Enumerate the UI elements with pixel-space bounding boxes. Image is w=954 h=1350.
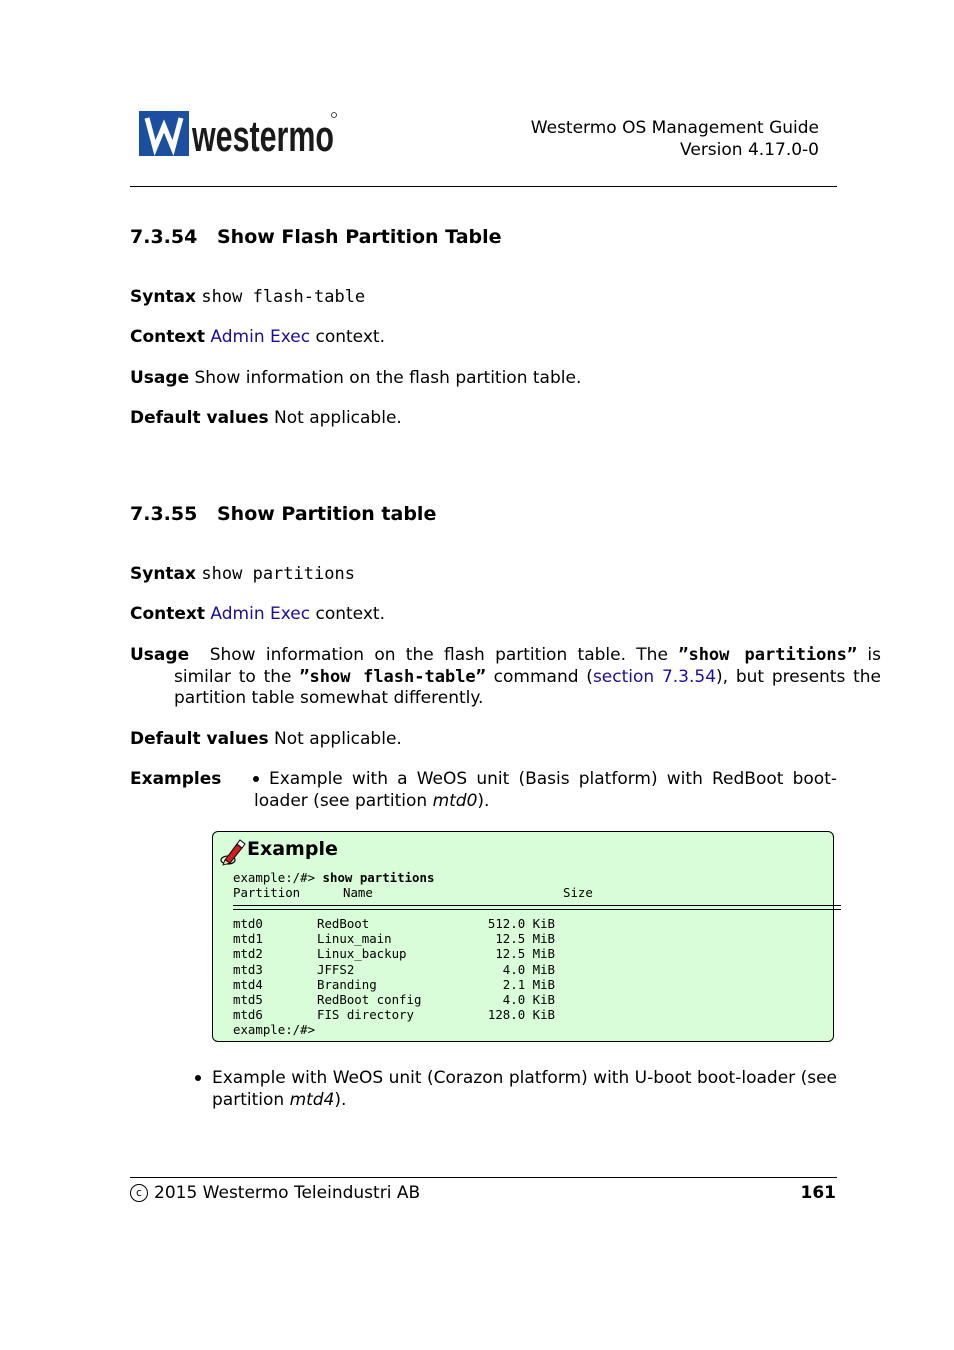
section-number: 7.3.54 [130, 226, 198, 248]
usage-text-1: Show information on the flash partition table. The [209, 645, 679, 665]
size-cell: 12.5 MiB [495, 931, 555, 947]
example-bullet-1 [254, 769, 837, 812]
usage-command-1: ”show partitions” [678, 645, 858, 665]
copyright-text: 2015 Westermo Teleindustri AB [154, 1183, 421, 1203]
name-cell: Linux_main [317, 931, 392, 947]
size-cell: 512.0 KiB [487, 916, 555, 931]
table-row [233, 1007, 555, 1022]
bullet-text-end: ). [477, 790, 490, 811]
usage-line [130, 368, 581, 388]
column-name: Name [343, 885, 373, 901]
usage-command-2: ”show flash-table” [299, 666, 486, 687]
example-bullet-2 [195, 1068, 837, 1111]
pencil-icon [219, 838, 245, 866]
terminal-command: show partitions [322, 870, 435, 885]
partition-table [233, 916, 555, 1022]
section-title: Show Partition table [217, 503, 437, 525]
partition-cell: mtd1 [233, 931, 263, 947]
section-link[interactable]: section 7.3.54 [592, 666, 717, 687]
table-row [233, 962, 555, 977]
syntax-label: Syntax [130, 287, 196, 307]
table-separator [233, 905, 841, 910]
partition-cell: mtd3 [233, 961, 263, 977]
name-cell: JFFS2 [317, 961, 355, 977]
usage-paragraph [130, 645, 881, 710]
usage-label: Usage [130, 368, 190, 388]
bullet-icon [195, 1075, 201, 1081]
examples-label-line [130, 769, 221, 789]
syntax-command: show flash-table [201, 287, 366, 307]
partition-cell: mtd2 [233, 946, 263, 962]
section-title: Show Flash Partition Table [217, 226, 502, 248]
column-size: Size [563, 885, 593, 901]
svg-text:westermo: westermo [191, 112, 334, 161]
section-number: 7.3.55 [130, 503, 198, 525]
name-cell: RedBoot [317, 916, 370, 931]
admin-exec-link[interactable]: Admin Exec [210, 604, 311, 624]
partition-cell: mtd5 [233, 992, 263, 1008]
usage-text-3: command ( [485, 666, 593, 687]
default-values-text: Not applicable. [274, 408, 402, 428]
bullet-icon [253, 776, 259, 782]
partition-cell: mtd0 [233, 916, 263, 931]
section-heading-7-3-55 [130, 503, 436, 525]
column-partition: Partition [233, 885, 301, 901]
usage-text-4: ), but presents the partition table somewhat differently. [174, 666, 882, 708]
table-row [233, 946, 555, 961]
context-line [130, 327, 385, 347]
syntax-command: show partitions [201, 564, 355, 584]
terminal-prompt: example:/#> [233, 870, 323, 885]
context-suffix: context. [310, 327, 385, 347]
name-cell: RedBoot config [317, 992, 422, 1008]
default-values-label: Default values [130, 729, 269, 749]
default-values-line [130, 408, 402, 428]
section-heading-7-3-54 [130, 226, 502, 248]
copyright-icon: c [130, 1184, 148, 1202]
examples-label: Examples [130, 769, 222, 789]
terminal-header [233, 870, 593, 900]
bullet-text: Example with a WeOS unit (Basis platform) with RedBoot boot-loader (see partition [254, 769, 837, 811]
partition-cell: mtd6 [233, 1007, 263, 1023]
usage-text-2: is similar to the [174, 645, 882, 687]
size-cell: 128.0 KiB [487, 1007, 555, 1023]
size-cell: 2.1 MiB [502, 976, 555, 992]
usage-label: Usage [130, 645, 190, 665]
westermo-logo [139, 110, 339, 161]
context-label: Context [130, 604, 206, 624]
default-values-line [130, 729, 402, 749]
bullet-text: Example with WeOS unit (Corazon platform) with U-boot boot-loader (see partition [212, 1068, 837, 1110]
context-suffix: context. [310, 604, 385, 624]
syntax-line [130, 564, 355, 584]
page-number: 161 [800, 1183, 836, 1203]
document-header [531, 117, 819, 161]
table-row [233, 992, 555, 1007]
size-cell: 12.5 MiB [495, 946, 555, 962]
table-row [233, 931, 555, 946]
example-box [212, 831, 834, 1042]
context-label: Context [130, 327, 206, 347]
guide-version: Version 4.17.0-0 [680, 140, 819, 160]
admin-exec-link[interactable]: Admin Exec [210, 327, 311, 347]
size-cell: 4.0 KiB [502, 992, 555, 1008]
default-values-text: Not applicable. [274, 729, 402, 749]
header-rule [130, 186, 837, 187]
bullet-italic: mtd4 [289, 1089, 335, 1110]
name-cell: FIS directory [317, 1007, 414, 1023]
name-cell: Linux_backup [317, 946, 407, 962]
table-row [233, 977, 555, 992]
footer-copyright [130, 1183, 420, 1203]
default-values-label: Default values [130, 408, 269, 428]
partition-cell: mtd4 [233, 976, 263, 992]
name-cell: Branding [317, 976, 377, 992]
context-line [130, 604, 385, 624]
size-cell: 4.0 MiB [502, 961, 555, 977]
terminal-end-prompt: example:/#> [233, 1022, 316, 1037]
example-title: Example [247, 838, 338, 860]
syntax-line [130, 287, 365, 307]
bullet-text-end: ). [334, 1089, 347, 1110]
guide-title: Westermo OS Management Guide [530, 118, 819, 138]
footer-rule [130, 1177, 837, 1178]
syntax-label: Syntax [130, 564, 196, 584]
table-row [233, 916, 555, 931]
bullet-italic: mtd0 [432, 790, 478, 811]
usage-text: Show information on the flash partition table. [194, 368, 582, 388]
